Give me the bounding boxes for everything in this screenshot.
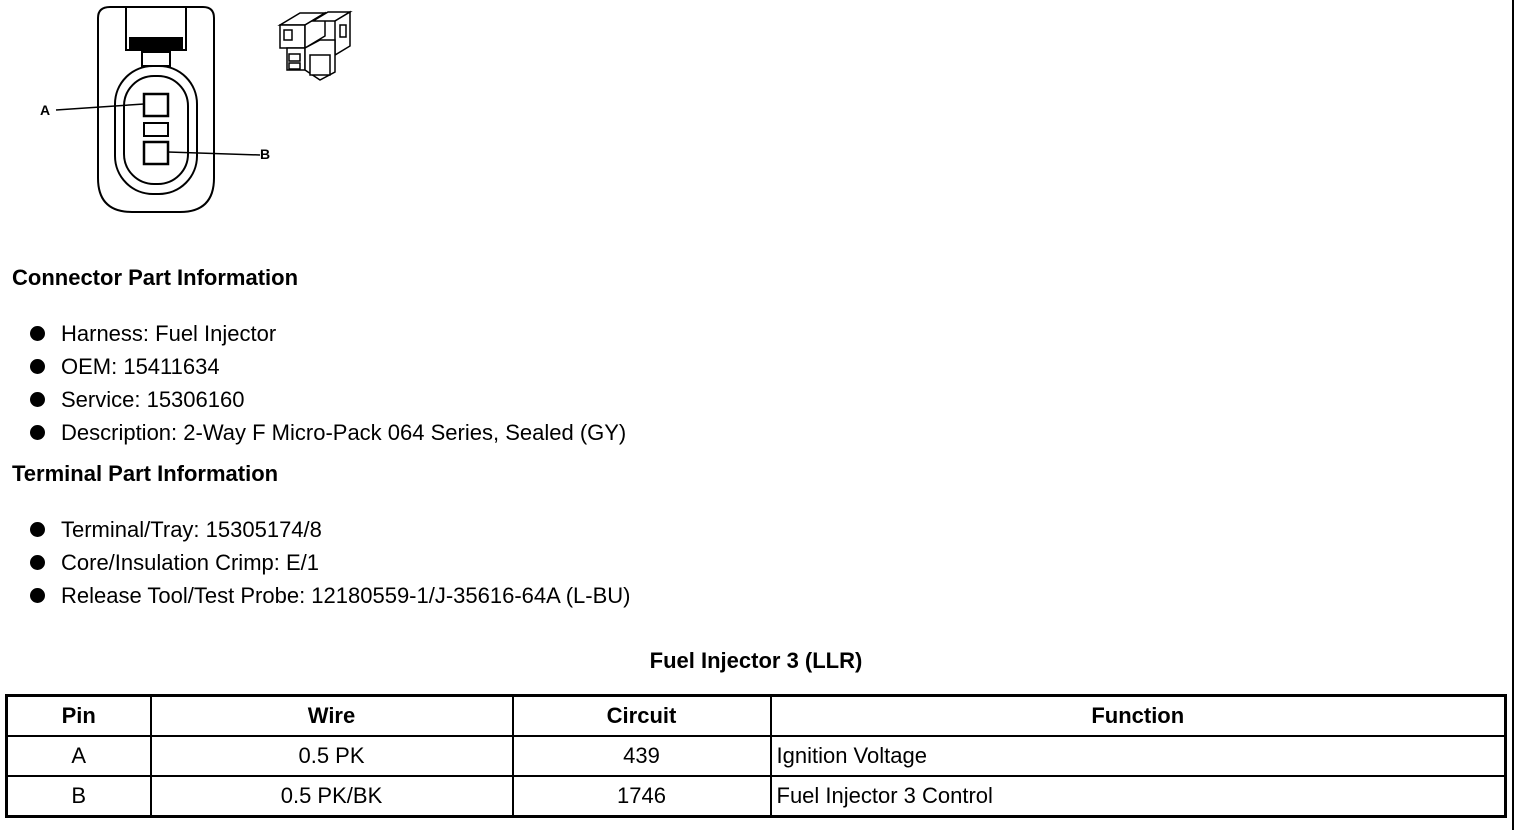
list-item: [30, 383, 626, 416]
connector-part-info-list: [30, 317, 626, 449]
connector-part-info-heading: Connector Part Information: [12, 265, 299, 290]
cell-wire: 0.5 PK/BK: [151, 776, 513, 817]
bullet-icon: [30, 425, 45, 440]
list-item: [30, 317, 626, 350]
terminal-crimp: Core/Insulation Crimp: E/1: [61, 550, 319, 575]
connector-description: Description: 2-Way F Micro-Pack 064 Series, Sealed (GY): [61, 420, 627, 445]
connector-face-diagram: [0, 0, 380, 225]
cell-circuit: 439: [513, 736, 771, 776]
bullet-icon: [30, 555, 45, 570]
cell-pin: A: [7, 736, 151, 776]
connector-harness: Harness: Fuel Injector: [61, 321, 277, 346]
list-item: [30, 513, 631, 546]
bullet-icon: [30, 522, 45, 537]
bullet-icon: [30, 359, 45, 374]
cell-function: Fuel Injector 3 Control: [771, 776, 1506, 817]
table-row: [7, 736, 1506, 776]
cell-circuit: 1746: [513, 776, 771, 817]
page-border-right: [1512, 0, 1514, 830]
list-item: [30, 579, 631, 612]
table-header-row: [7, 696, 1506, 737]
terminal-release-tool: Release Tool/Test Probe: 12180559-1/J-35616-64A (L-BU): [61, 583, 631, 608]
column-header-pin: Pin: [7, 696, 151, 737]
terminal-part-info-heading: Terminal Part Information: [12, 461, 279, 486]
list-item: [30, 350, 626, 383]
bullet-icon: [30, 588, 45, 603]
pin-b-label: B: [260, 146, 271, 162]
pinout-table: [5, 694, 1507, 818]
table-row: [7, 776, 1506, 817]
table-title: Fuel Injector 3 (LLR): [649, 648, 863, 673]
pin-a-label: A: [40, 102, 51, 118]
column-header-circuit: Circuit: [513, 696, 771, 737]
cell-wire: 0.5 PK: [151, 736, 513, 776]
terminal-tray: Terminal/Tray: 15305174/8: [61, 517, 322, 542]
column-header-function: Function: [771, 696, 1506, 737]
list-item: [30, 546, 631, 579]
bullet-icon: [30, 326, 45, 341]
bullet-icon: [30, 392, 45, 407]
column-header-wire: Wire: [151, 696, 513, 737]
list-item: [30, 416, 626, 449]
cell-pin: B: [7, 776, 151, 817]
connector-oem: OEM: 15411634: [61, 354, 220, 379]
cell-function: Ignition Voltage: [771, 736, 1506, 776]
terminal-part-info-list: [30, 513, 631, 612]
connector-service: Service: 15306160: [61, 387, 245, 412]
